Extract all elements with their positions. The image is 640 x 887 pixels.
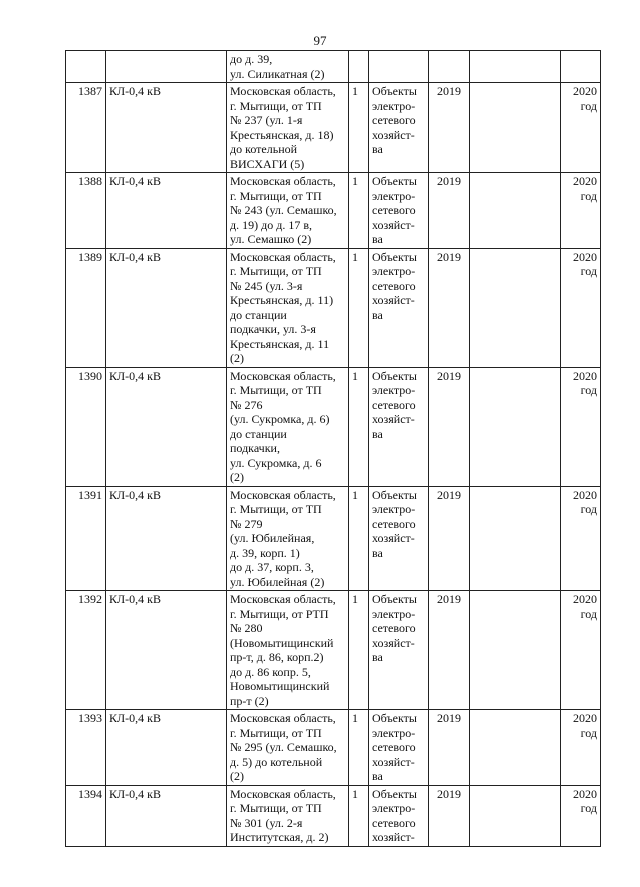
empty-cell	[470, 173, 561, 249]
category-cell: Объекты электро- сетевого хозяйст- ва	[369, 591, 429, 710]
object-type-cell: КЛ-0,4 кВ	[106, 173, 227, 249]
address-cell: Московская область, г. Мытищи, от РТП № 280 (Новомытищинский пр-т, д. 86, корп.2) до д. 86 копр. 5, Новомытищинский пр-т (2)	[227, 591, 349, 710]
empty-cell	[470, 591, 561, 710]
table-row	[66, 173, 601, 249]
quantity-cell: 1	[349, 83, 369, 173]
end-year-cell	[561, 51, 601, 83]
end-year-cell: 2020 год	[561, 591, 601, 710]
table-row	[66, 591, 601, 710]
address-cell: Московская область, г. Мытищи, от ТП № 243 (ул. Семашко, д. 19) до д. 17 в, ул. Семашко (2)	[227, 173, 349, 249]
quantity-cell	[349, 51, 369, 83]
end-year-cell: 2020 год	[561, 710, 601, 786]
table-row	[66, 248, 601, 367]
registry-table-body	[66, 51, 601, 847]
address-cell: Московская область, г. Мытищи, от ТП № 237 (ул. 1-я Крестьянская, д. 18) до котельной ВИСХАГИ (5)	[227, 83, 349, 173]
row-number-cell: 1389	[66, 248, 106, 367]
quantity-cell: 1	[349, 367, 369, 486]
start-year-cell: 2019	[429, 248, 470, 367]
address-cell: Московская область, г. Мытищи, от ТП № 245 (ул. 3-я Крестьянская, д. 11) до станции подкачки, ул. 3-я Крестьянская, д. 11 (2)	[227, 248, 349, 367]
address-cell: Московская область, г. Мытищи, от ТП № 295 (ул. Семашко, д. 5) до котельной (2)	[227, 710, 349, 786]
object-type-cell: КЛ-0,4 кВ	[106, 367, 227, 486]
empty-cell	[470, 51, 561, 83]
row-number-cell	[66, 51, 106, 83]
start-year-cell: 2019	[429, 710, 470, 786]
end-year-cell: 2020 год	[561, 173, 601, 249]
object-type-cell	[106, 51, 227, 83]
table-row	[66, 710, 601, 786]
start-year-cell: 2019	[429, 173, 470, 249]
quantity-cell: 1	[349, 591, 369, 710]
empty-cell	[470, 710, 561, 786]
quantity-cell: 1	[349, 173, 369, 249]
category-cell: Объекты электро- сетевого хозяйст- ва	[369, 367, 429, 486]
row-number-cell: 1387	[66, 83, 106, 173]
object-type-cell: КЛ-0,4 кВ	[106, 486, 227, 591]
quantity-cell: 1	[349, 486, 369, 591]
empty-cell	[470, 785, 561, 846]
quantity-cell: 1	[349, 785, 369, 846]
category-cell: Объекты электро- сетевого хозяйст- ва	[369, 248, 429, 367]
continuation-row	[66, 51, 601, 83]
end-year-cell: 2020 год	[561, 486, 601, 591]
empty-cell	[470, 248, 561, 367]
row-number-cell: 1394	[66, 785, 106, 846]
address-cell: до д. 39, ул. Силикатная (2)	[227, 51, 349, 83]
category-cell: Объекты электро- сетевого хозяйст-	[369, 785, 429, 846]
empty-cell	[470, 486, 561, 591]
start-year-cell	[429, 51, 470, 83]
category-cell: Объекты электро- сетевого хозяйст- ва	[369, 710, 429, 786]
row-number-cell: 1390	[66, 367, 106, 486]
row-number-cell: 1393	[66, 710, 106, 786]
empty-cell	[470, 367, 561, 486]
address-cell: Московская область, г. Мытищи, от ТП № 279 (ул. Юбилейная, д. 39, корп. 1) до д. 37, корп. 3, ул. Юбилейная (2)	[227, 486, 349, 591]
object-type-cell: КЛ-0,4 кВ	[106, 785, 227, 846]
address-cell: Московская область, г. Мытищи, от ТП № 301 (ул. 2-я Институтская, д. 2)	[227, 785, 349, 846]
category-cell	[369, 51, 429, 83]
end-year-cell: 2020 год	[561, 83, 601, 173]
table-row	[66, 486, 601, 591]
object-type-cell: КЛ-0,4 кВ	[106, 83, 227, 173]
table-row	[66, 83, 601, 173]
end-year-cell: 2020 год	[561, 785, 601, 846]
object-type-cell: КЛ-0,4 кВ	[106, 591, 227, 710]
start-year-cell: 2019	[429, 83, 470, 173]
start-year-cell: 2019	[429, 367, 470, 486]
category-cell: Объекты электро- сетевого хозяйст- ва	[369, 173, 429, 249]
quantity-cell: 1	[349, 248, 369, 367]
registry-table	[65, 50, 601, 847]
quantity-cell: 1	[349, 710, 369, 786]
empty-cell	[470, 83, 561, 173]
object-type-cell: КЛ-0,4 кВ	[106, 248, 227, 367]
row-number-cell: 1388	[66, 173, 106, 249]
category-cell: Объекты электро- сетевого хозяйст- ва	[369, 486, 429, 591]
row-number-cell: 1392	[66, 591, 106, 710]
table-row	[66, 785, 601, 846]
table-row	[66, 367, 601, 486]
start-year-cell: 2019	[429, 486, 470, 591]
start-year-cell: 2019	[429, 591, 470, 710]
end-year-cell: 2020 год	[561, 248, 601, 367]
page-number: 97	[313, 33, 327, 48]
row-number-cell: 1391	[66, 486, 106, 591]
object-type-cell: КЛ-0,4 кВ	[106, 710, 227, 786]
end-year-cell: 2020 год	[561, 367, 601, 486]
address-cell: Московская область, г. Мытищи, от ТП № 276 (ул. Сукромка, д. 6) до станции подкачки, ул. Сукромка, д. 6 (2)	[227, 367, 349, 486]
start-year-cell: 2019	[429, 785, 470, 846]
category-cell: Объекты электро- сетевого хозяйст- ва	[369, 83, 429, 173]
